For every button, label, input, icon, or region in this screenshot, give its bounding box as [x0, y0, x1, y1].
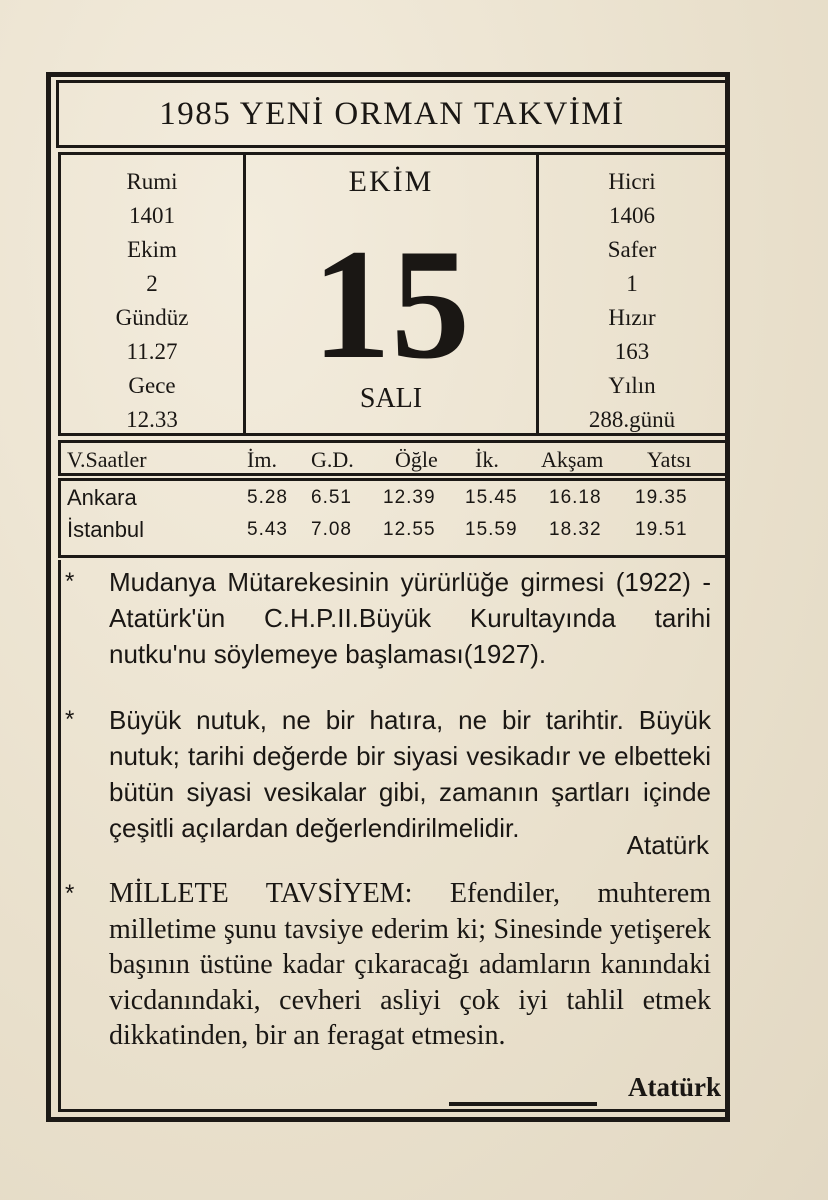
hijri-label: Hicri [608, 169, 656, 194]
hizir-label: Hızır [608, 305, 656, 330]
note-text: MİLLETE TAVSİYEM: Efendiler, muhterem milletime şunu tavsiye ederim ki; Sinesinde yetişerek başının üstüne kadar çıkaracağı adamların kanındaki vicdanındaki, cevheri asliyi çok iyi tahlil etmek dikkatinden, bir an feragat etmesin. [109, 878, 711, 1051]
header-imsak: İm. [247, 447, 277, 472]
hijri-column [536, 152, 728, 436]
time-cell: 6.51 [311, 487, 352, 508]
note-signature: Atatürk [626, 830, 709, 860]
city-name: İstanbul [67, 517, 145, 542]
time-cell: 16.18 [549, 487, 602, 508]
hizir-value: 163 [614, 339, 650, 364]
rumi-year: 1401 [129, 203, 175, 228]
table-row [61, 517, 725, 549]
bullet-star: * [65, 706, 75, 733]
header-gunes: G.D. [311, 447, 354, 472]
city-name: Ankara [67, 485, 137, 510]
note-signature: Atatürk [628, 1072, 721, 1102]
signature-line [449, 1102, 597, 1106]
night-label: Gece [128, 373, 176, 398]
bullet-star: * [65, 880, 75, 907]
header-aksam: Akşam [541, 447, 604, 472]
rumi-month: Ekim [127, 237, 177, 262]
year-day-label: Yılın [608, 373, 656, 398]
header-yatsi: Yatsı [647, 447, 692, 472]
hijri-month: Safer [607, 237, 657, 262]
night-value: 12.33 [126, 407, 178, 432]
time-cell: 15.59 [465, 519, 518, 540]
note-text: Mudanya Mütarekesinin yürürlüğe girmesi (1922) - Atatürk'ün C.H.P.II.Büyük Kurultayında tarihi nutku'nu söylemeye başlaması(1927). [109, 567, 711, 669]
weekday-name: SALI [359, 383, 423, 414]
calendar-title: 1985 YENİ ORMAN TAKVİMİ [56, 80, 728, 148]
time-cell: 7.08 [311, 519, 352, 540]
prayer-times-header [58, 440, 728, 476]
hijri-day: 1 [626, 271, 638, 296]
rumi-label: Rumi [126, 169, 178, 194]
time-cell: 12.39 [383, 487, 436, 508]
notes-section [58, 560, 728, 1112]
hijri-year: 1406 [609, 203, 655, 228]
month-name: EKİM [348, 165, 434, 198]
time-cell: 19.35 [635, 487, 688, 508]
header-ogle: Öğle [395, 447, 438, 472]
time-cell: 19.51 [635, 519, 688, 540]
bullet-star: * [65, 568, 75, 595]
date-column [246, 152, 536, 436]
header-ikindi: İk. [475, 447, 499, 472]
times-label: V.Saatler [67, 447, 147, 472]
daytime-value: 11.27 [126, 339, 178, 364]
table-row [61, 485, 725, 517]
daytime-label: Gündüz [115, 305, 189, 330]
rumi-day: 2 [146, 271, 158, 296]
day-number: 15 [312, 217, 470, 392]
rumi-column [58, 152, 246, 436]
time-cell: 12.55 [383, 519, 436, 540]
prayer-times-table [58, 478, 728, 558]
note-text: Büyük nutuk, ne bir hatıra, ne bir tarihtir. Büyük nutuk; tarihi değerde bir siyasi vesikadır ve elbetteki bütün siyasi vesikalar gibi, zamanın şartları içinde çeşitli açılardan değerlendirilmelidir. [109, 705, 711, 843]
time-cell: 5.43 [247, 519, 288, 540]
time-cell: 15.45 [465, 487, 518, 508]
time-cell: 5.28 [247, 487, 288, 508]
time-cell: 18.32 [549, 519, 602, 540]
year-day-value: 288.günü [588, 407, 676, 432]
